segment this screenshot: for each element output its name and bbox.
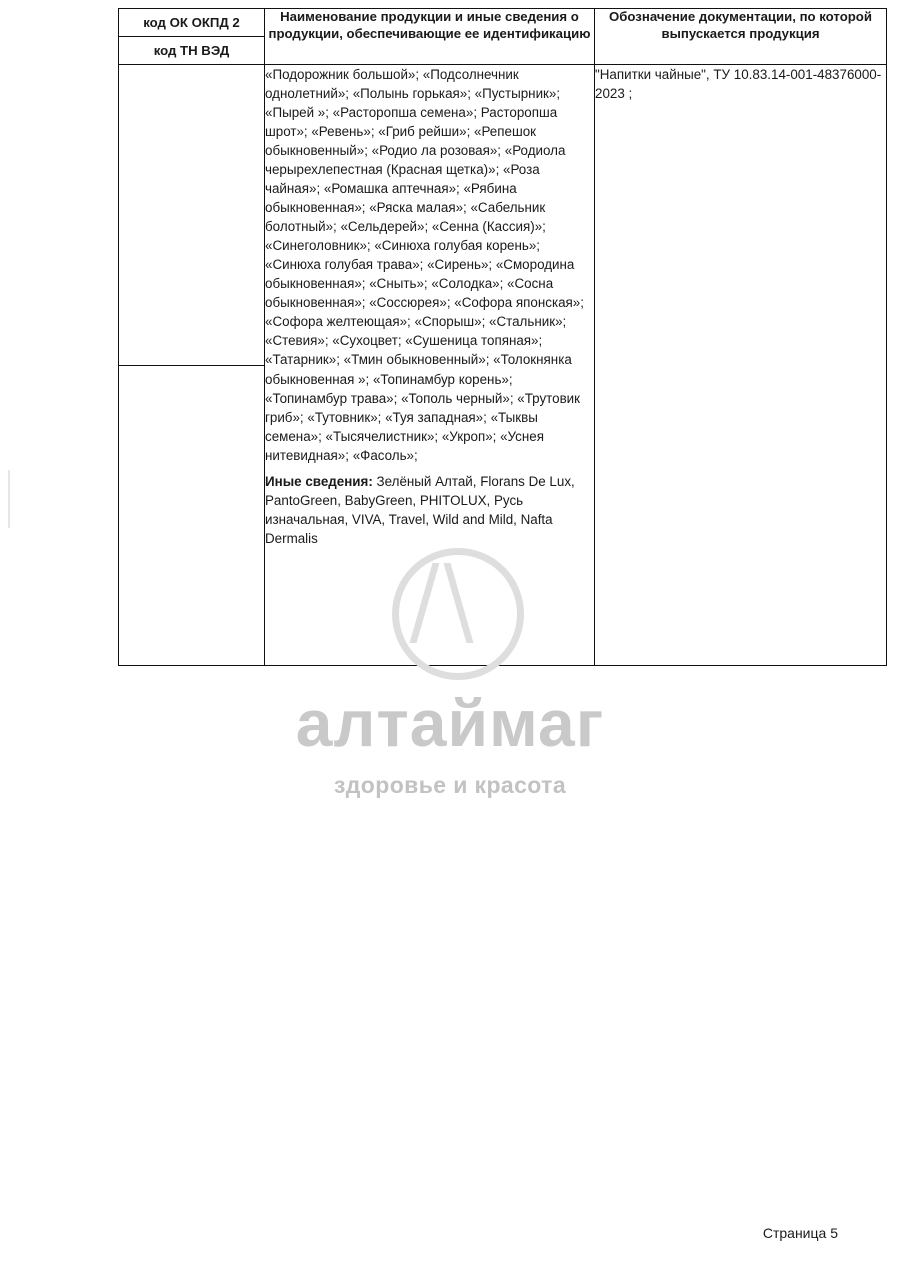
header-code-tnved-label: код ТН ВЭД: [153, 43, 230, 58]
header-code-okpd: [119, 9, 264, 37]
table-header-row: [119, 9, 887, 65]
other-info-label: Иные сведения:: [265, 473, 373, 489]
watermark: [0, 686, 900, 799]
table-header: [119, 9, 887, 65]
table-row: [119, 65, 887, 666]
product-list-text: «Подорожник большой»; «Подсолнечник однолетний»; «Полынь горькая»; «Пустырник»; «Пырей »; «Расторопша семена»; Расторопша шрот»; «Ревень»; «Гриб рейши»; «Репешок обыкновенный»; «Родио ла розовая»; «Родиола черырехлепестная (Красная щетка)»; «Роза чайная»; «Ромашка аптечная»; «Рябина обыкновенная»; «Ряска малая»; «Сабельник болотный»; «Сельдерей»; «Сенна (Кассия)»; «Синеголовник»; «Синюха голубая корень»; «Синюха голубая трава»; «Сирень»; «Смородина обыкновенная»; «Сныть»; «Солодка»; «Сосна обыкновенная»; «Соссюрея»; «Софора японская»; «Софора желтеющая»; «Спорыш»; «Стальник»; «Стевия»; «Сухоцвет; «Сушеница топяная»; «Татарник»; «Тмин обыкновенный»; «Толокнянка обыкновенная »; «Топинамбур корень»; «Топинамбур трава»; «Тополь черный»; «Трутовик гриб»; «Тутовник»; «Туя западная»; «Тыквы семена»; «Тысячелистник»; «Укроп»; «Уснея нитевидная»; «Фасоль»;: [265, 67, 584, 463]
header-code-tnved: [119, 37, 264, 64]
cell-code-okpd-value: [119, 65, 264, 77]
cell-codes: [119, 65, 265, 666]
cell-code-tnved-value: [119, 366, 264, 378]
header-code-okpd-label: код ОК ОКПД 2: [143, 15, 240, 30]
watermark-main-text: алтаймаг: [295, 686, 605, 760]
cell-code-tnved: [119, 366, 264, 378]
header-cell-name: Наименование продукции и иные сведения о продукции, обеспечивающие ее идентификацию: [265, 9, 595, 65]
cell-documentation: "Напитки чайные", ТУ 10.83.14-001-48376000-2023 ;: [595, 65, 887, 666]
product-registry-table: [118, 8, 887, 666]
header-cell-documentation: Обозначение документации, по которой выпускается продукция: [595, 9, 887, 65]
other-info-value: Зелёный Алтай, Florans De Lux, PantoGreen, BabyGreen, PHITOLUX, Русь изначальная, VIVA, Travel, Wild and Mild, Nafta Dermalis: [265, 473, 575, 546]
header-cell-codes: [119, 9, 265, 65]
watermark-sub-text: здоровье и красота: [333, 772, 567, 798]
cell-product-description: [265, 65, 595, 666]
page-number: Страница 5: [762, 1225, 838, 1241]
table-body: [119, 65, 887, 666]
cell-code-okpd: [119, 65, 264, 366]
other-info-paragraph: [265, 472, 594, 548]
page-edge-artifact: [8, 470, 10, 528]
